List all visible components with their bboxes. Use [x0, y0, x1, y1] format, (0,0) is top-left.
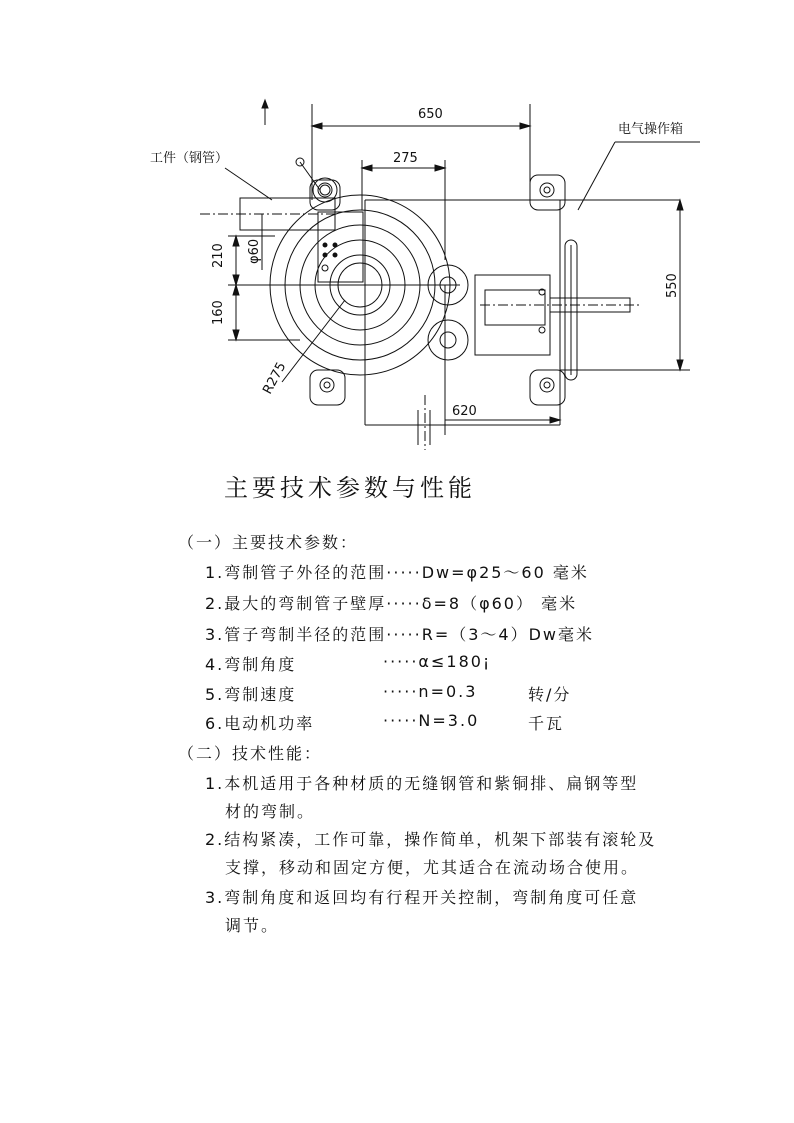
dim-650: 650 — [418, 107, 443, 122]
perf-1-line2: 材的弯制。 — [225, 802, 316, 821]
param-3: 3.管子弯制半径的范围·····R=（3～4）Dw毫米 — [205, 625, 594, 644]
perf-1-line1: 1.本机适用于各种材质的无缝钢管和紫铜排、扁钢等型 — [205, 774, 639, 793]
param-5-label: 5.弯制速度 — [205, 685, 297, 704]
perf-3-line1: 3.弯制角度和返回均有行程开关控制，弯制角度可任意 — [205, 888, 639, 907]
control-box-label: 电气操作箱 — [618, 122, 684, 137]
workpiece-label: 工件（钢管） — [150, 151, 229, 166]
param-1: 1.弯制管子外径的范围·····Dw=φ25～60 毫米 — [205, 563, 589, 582]
param-6-value: ·····N=3.0 — [383, 711, 480, 730]
param-5-unit: 转/分 — [528, 685, 572, 704]
param-4-label: 4.弯制角度 — [205, 655, 297, 674]
section1-heading: （一）主要技术参数： — [178, 533, 359, 552]
param-4-value: ·····α≤180¡ — [383, 652, 492, 671]
param-6-label: 6.电动机功率 — [205, 714, 315, 733]
param-5-value: ·····n=0.3 — [383, 682, 478, 701]
page-title: 主要技术参数与性能 — [224, 474, 476, 502]
dim-r275: R275 — [260, 359, 290, 397]
dim-160: 160 — [211, 300, 226, 325]
dim-550: 550 — [665, 273, 680, 298]
machine-drawing — [0, 0, 794, 460]
perf-2-line2: 支撑，移动和固定方便，尤其适合在流动场合使用。 — [225, 858, 640, 877]
dim-phi60: φ60 — [247, 238, 262, 264]
dim-620: 620 — [452, 404, 477, 419]
perf-2-line1: 2.结构紧凑，工作可靠，操作简单，机架下部装有滚轮及 — [205, 830, 657, 849]
dim-210: 210 — [211, 243, 226, 268]
dim-275: 275 — [393, 151, 418, 166]
perf-3-line2: 调节。 — [225, 916, 280, 935]
param-6-unit: 千瓦 — [528, 714, 565, 733]
section2-heading: （二）技术性能： — [178, 744, 323, 763]
param-2: 2.最大的弯制管子壁厚·····δ=8（φ60） 毫米 — [205, 594, 578, 613]
